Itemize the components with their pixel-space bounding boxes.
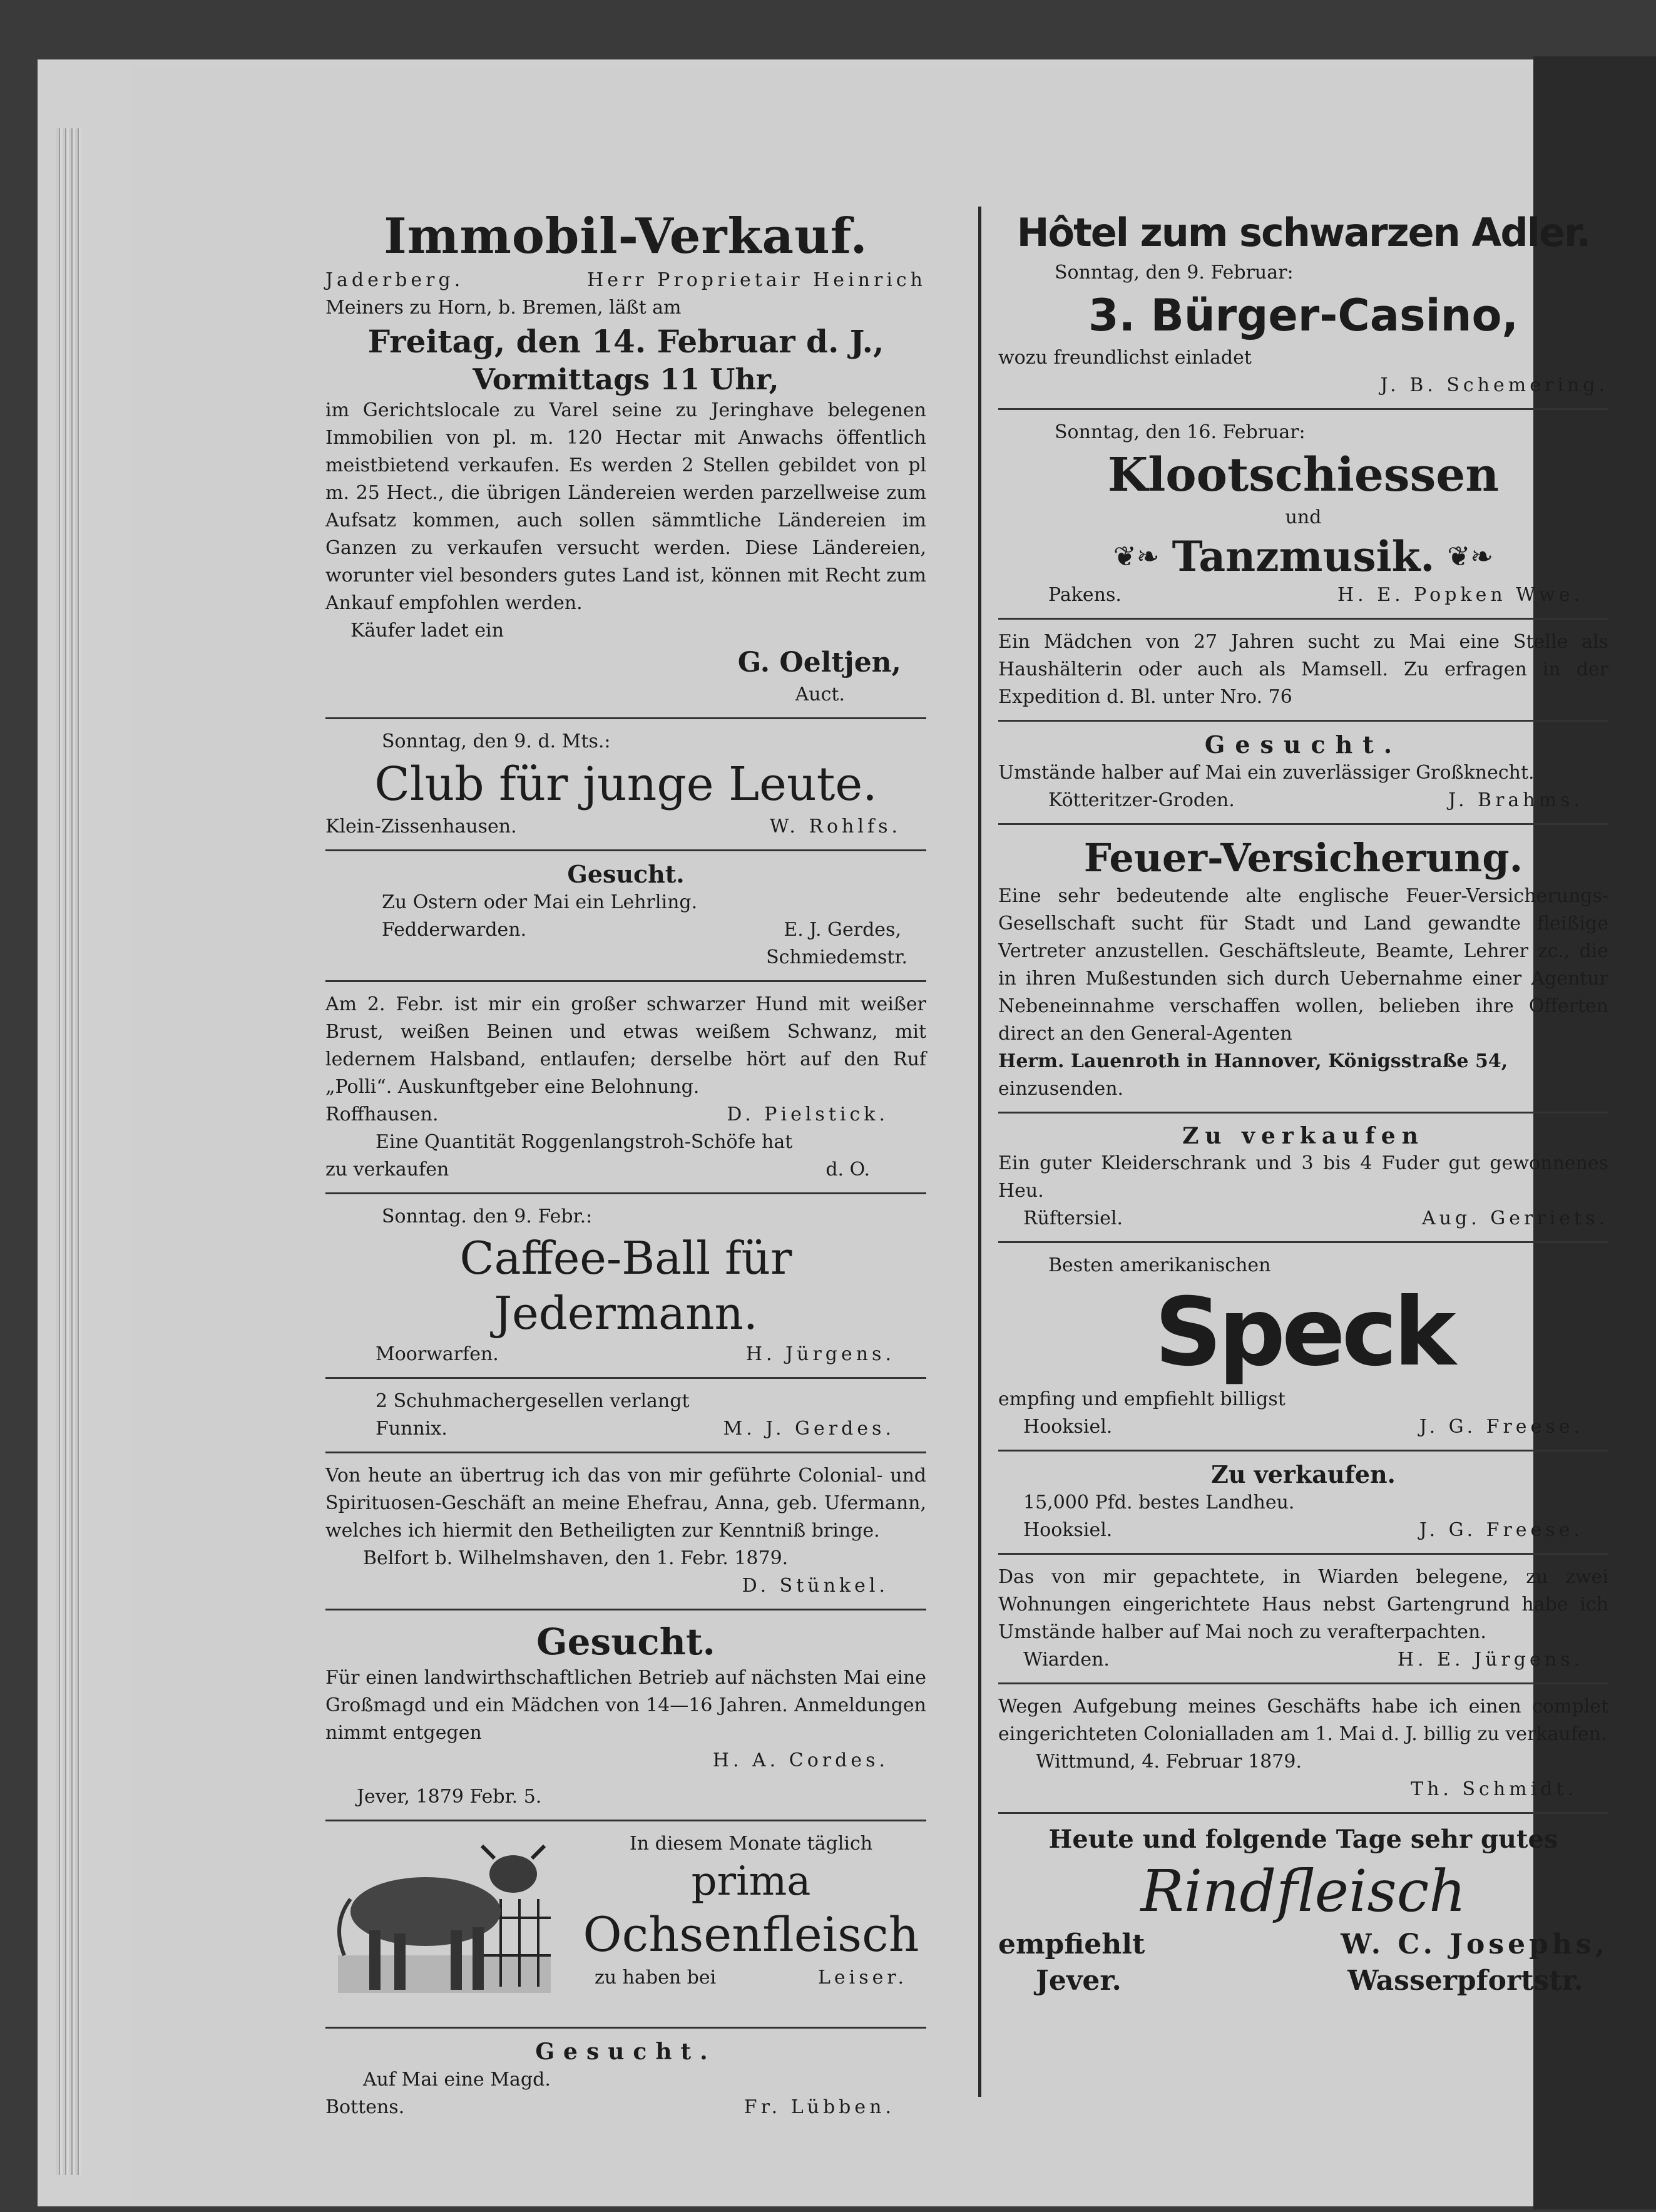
ad-text: In diesem Monate täglich [629, 1833, 873, 1855]
place: Funnix. [376, 1418, 447, 1440]
ad-date: Freitag, den 14. Februar d. J., [367, 323, 884, 360]
ad-time: Vormittags 11 Uhr, [473, 362, 779, 396]
ad-subtitle: prima [691, 1858, 811, 1905]
ad-title: Hôtel zum schwarzen Adler. [1016, 210, 1590, 255]
divider [998, 1553, 1608, 1555]
place: Pakens. [1048, 584, 1122, 606]
ad-klootschiessen [998, 419, 1608, 609]
ad-feuer-versicherung [998, 834, 1608, 1103]
ad-ochsenfleisch [325, 1830, 926, 2018]
ad-zu-verkaufen-landheu [998, 1460, 1608, 1544]
divider [998, 1812, 1608, 1814]
ad-body: Am 2. Febr. ist mir ein großer schwarzer Hund mit weißer Brust, weißen Beinen und etwas weißem Schwanz, mit ledernem Halsband, entlaufen; derselbe hört auf den Ruf „Polli“. Auskunftgeber eine Belohnung. [325, 993, 926, 1098]
ad-text: zu haben bei [595, 1967, 717, 1989]
ad-immobil-verkauf [325, 207, 926, 709]
ad-zu-verkaufen-schrank [998, 1122, 1608, 1232]
signer: W. Rohlfs. [769, 816, 901, 837]
ad-text: Auf Mai eine Magd. [363, 2069, 551, 2091]
divider [998, 618, 1608, 620]
ad-date: Sonntag. den 9. Febr.: [382, 1206, 593, 1227]
ad-text: Herr Proprietair Heinrich [587, 269, 926, 291]
divider [325, 1377, 926, 1379]
ad-text: Besten amerikanischen [1048, 1254, 1271, 1276]
signer-address: Wasserpfortstr. [1347, 1965, 1583, 1997]
signer: H. A. Cordes. [712, 1749, 889, 1771]
ad-text: empfiehlt [998, 1928, 1145, 1960]
ornament-right-icon: ❦❧ [1447, 540, 1494, 573]
cow-illustration-icon [325, 1830, 563, 2012]
ad-body: Eine sehr bedeutende alte englische Feuer-Versicherungs-Gesellschaft sucht für Stadt und Land gewandte fleißige Vertreter anzustellen. Geschäftsleute, Beamte, Lehrer zc., die in ihren Mußestunden sich durch Uebernahme einer Agentur Nebeneinnahme verschaffen wollen, belieben ihre Offerten direct an den General-Agenten [998, 885, 1608, 1045]
dateline: Jever, 1879 Febr. 5. [357, 1786, 542, 1808]
signer: J. G. Freese. [1419, 1416, 1583, 1438]
ad-text: empfing und empfiehlt billigst [998, 1388, 1285, 1410]
ad-gesucht-grossknecht [998, 730, 1608, 814]
left-column [325, 207, 926, 2121]
ad-title: Caffee-Ball für Jedermann. [459, 1232, 792, 1339]
signer-role: Schmiedemstr. [766, 946, 907, 968]
ad-text: 15,000 Pfd. bestes Landheu. [1023, 1492, 1295, 1513]
ad-gesucht-grossmagd [325, 1619, 926, 1811]
signer: E. J. Gerdes, [784, 919, 901, 941]
divider [325, 980, 926, 982]
ad-event: 3. Bürger-Casino, [1088, 290, 1519, 341]
signer: D. Stünkel. [742, 1575, 889, 1597]
page-edge-stack [56, 128, 81, 2175]
ad-body: Umstände halber auf Mai ein zuverlässiger Großknecht. [998, 762, 1535, 784]
ad-rindfleisch [998, 1823, 1608, 1999]
ad-title: Speck [1154, 1278, 1453, 1387]
ad-title: Zu verkaufen. [1211, 1460, 1396, 1488]
ad-title-2: Tanzmusik. [1172, 532, 1435, 581]
place: Kötteritzer-Groden. [1048, 789, 1235, 811]
signer: Th. Schmidt. [1411, 1778, 1577, 1800]
ad-date: Sonntag, den 16. Februar: [1055, 421, 1306, 443]
dateline: Wittmund, 4. Februar 1879. [1036, 1751, 1302, 1773]
ad-hotel-adler [998, 207, 1608, 399]
place: Moorwarfen. [376, 1343, 499, 1365]
ad-title: Gesucht. [535, 2039, 717, 2065]
ornament-left-icon: ❦❧ [1113, 540, 1160, 573]
ad-body: Ein guter Kleiderschrank und 3 bis 4 Fuder gut gewonnenes Heu. [998, 1152, 1608, 1202]
ad-wiarden [998, 1564, 1608, 1674]
signer: d. O. [825, 1159, 870, 1180]
signer: J. Brahms. [1448, 789, 1583, 811]
divider [325, 1820, 926, 1821]
signer: Fr. Lübben. [744, 2096, 895, 2118]
divider [998, 1682, 1608, 1684]
ad-text: und [1285, 506, 1322, 528]
place: Hooksiel. [1023, 1519, 1113, 1541]
ad-gesucht-lehrling [325, 860, 926, 971]
ad-text: Heute und folgende Tage sehr gutes [1048, 1825, 1558, 1854]
ad-title: Ochsenfleisch [583, 1907, 919, 1962]
ad-date: Sonntag, den 9. Februar: [1055, 262, 1294, 284]
ad-title: Rindfleisch [1140, 1858, 1466, 1925]
place: Roffhausen. [325, 1103, 439, 1125]
ad-text: Eine Quantität Roggenlangstroh-Schöfe hat [376, 1131, 793, 1153]
signer: H. E. Jürgens. [1397, 1649, 1583, 1671]
ad-title: Klootschiessen [1107, 448, 1500, 502]
signer: H. E. Popken Wwe. [1337, 584, 1583, 606]
divider [998, 1450, 1608, 1452]
ad-text: Zu Ostern oder Mai ein Lehrling. [382, 891, 698, 913]
signer: H. Jürgens. [745, 1343, 895, 1365]
ad-title: Gesucht. [567, 860, 685, 888]
signer: J. G. Freese. [1419, 1519, 1583, 1541]
place: Bottens. [325, 2096, 405, 2118]
divider [998, 823, 1608, 825]
divider [325, 2027, 926, 2029]
ad-club [325, 728, 926, 841]
ad-text: zu verkaufen [325, 1159, 449, 1180]
ad-text: einzusenden. [998, 1078, 1124, 1100]
ad-body: Von heute an übertrug ich das von mir geführte Colonial- und Spirituosen-Geschäft an meine Ehefrau, Anna, geb. Ufermann, welches ich hiermit den Betheiligten zur Kenntniß bringe. [325, 1465, 926, 1542]
divider [325, 717, 926, 719]
divider [325, 1452, 926, 1453]
signer: M. J. Gerdes. [723, 1418, 895, 1440]
ad-maedchen [998, 628, 1608, 711]
ad-body: im Gerichtslocale zu Varel seine zu Jeringhave belegenen Immobilien von pl. m. 120 Hectar mit Anwachs öffentlich meistbietend verkaufen. Es werden 2 Stellen gebildet von pl m. 25 Hect., die übrigen Ländereien werden parzellweise zum Aufsatz kommen, auch sollen sämmtliche Ländereien im Ganzen zu verkaufen versucht werden. Diese Ländereien, worunter viel besonders gutes Land ist, können mit Recht zum Ankauf empfohlen werden. [325, 399, 926, 614]
ad-body: Wegen Aufgebung meines Geschäfts habe ich einen complet eingerichteten Colonialladen am 1. Mai d. J. billig zu verkaufen. [998, 1696, 1608, 1745]
signer: D. Pielstick. [727, 1103, 889, 1125]
divider [998, 720, 1608, 722]
ad-title: Feuer-Versicherung. [1083, 835, 1523, 881]
divider [998, 1112, 1608, 1114]
signer: J. B. Schemering. [1380, 374, 1608, 396]
ad-aufgebung [998, 1693, 1608, 1803]
ad-hund [325, 991, 926, 1184]
place: Rüftersiel. [1023, 1207, 1123, 1229]
ad-schuhmacher [325, 1388, 926, 1443]
divider [998, 1241, 1608, 1243]
ad-body: Ein Mädchen von 27 Jahren sucht zu Mai eine Stelle als Haushälterin oder auch als Mamsell. Zu erfragen in der Expedition d. Bl. unter Nro. 76 [998, 631, 1608, 708]
divider [325, 1609, 926, 1610]
ad-title: Zu verkaufen [1182, 1123, 1424, 1149]
ad-title: Immobil-Verkauf. [384, 208, 868, 265]
ad-colonial [325, 1462, 926, 1600]
ad-body: Das von mir gepachtete, in Wiarden belegene, zu zwei Wohnungen eingerichtete Haus nebst Gartengrund habe ich Umstände halber auf Mai noch zu verafterpachten. [998, 1566, 1608, 1643]
ad-gesucht-magd [325, 2037, 926, 2121]
divider [325, 1192, 926, 1194]
ad-body: Für einen landwirthschaftlichen Betrieb auf nächsten Mai eine Großmagd und ein Mädchen von 14—16 Jahren. Anmeldungen nimmt entgegen [325, 1667, 926, 1744]
signer: Leiser. [817, 1967, 907, 1989]
divider [325, 849, 926, 851]
place: Jever. [1036, 1965, 1122, 1997]
ad-title: Gesucht. [1204, 730, 1403, 759]
column-divider [978, 207, 981, 2097]
ad-title: Club für junge Leute. [374, 757, 877, 811]
ad-date: Sonntag, den 9. d. Mts.: [382, 730, 611, 752]
place: Hooksiel. [1023, 1416, 1113, 1438]
place: Fedderwarden. [382, 919, 527, 941]
ad-text: 2 Schuhmachergesellen verlangt [376, 1390, 690, 1412]
ad-text: Meiners zu Horn, b. Bremen, läßt am [325, 297, 682, 319]
ad-text-bold: Herm. Lauenroth in Hannover, Königsstraße 54, [998, 1050, 1508, 1072]
right-column [998, 207, 1608, 1999]
signer-role: Auct. [795, 684, 845, 705]
ad-speck [998, 1252, 1608, 1441]
divider [998, 408, 1608, 410]
ad-caffee-ball [325, 1203, 926, 1368]
place: Jaderberg. [325, 269, 464, 291]
ad-text: wozu freundlichst einladet [998, 347, 1252, 369]
signer: W. C. Josephs, [1341, 1928, 1608, 1960]
ad-title: Gesucht. [536, 1621, 715, 1663]
dateline: Belfort b. Wilhelmshaven, den 1. Febr. 1879. [363, 1547, 789, 1569]
signer: G. Oeltjen, [737, 647, 901, 678]
place: Klein-Zissenhausen. [325, 816, 517, 837]
place: Wiarden. [1023, 1649, 1110, 1671]
ad-text: Käufer ladet ein [350, 620, 504, 642]
signer: Aug. Gerriets. [1422, 1207, 1608, 1229]
